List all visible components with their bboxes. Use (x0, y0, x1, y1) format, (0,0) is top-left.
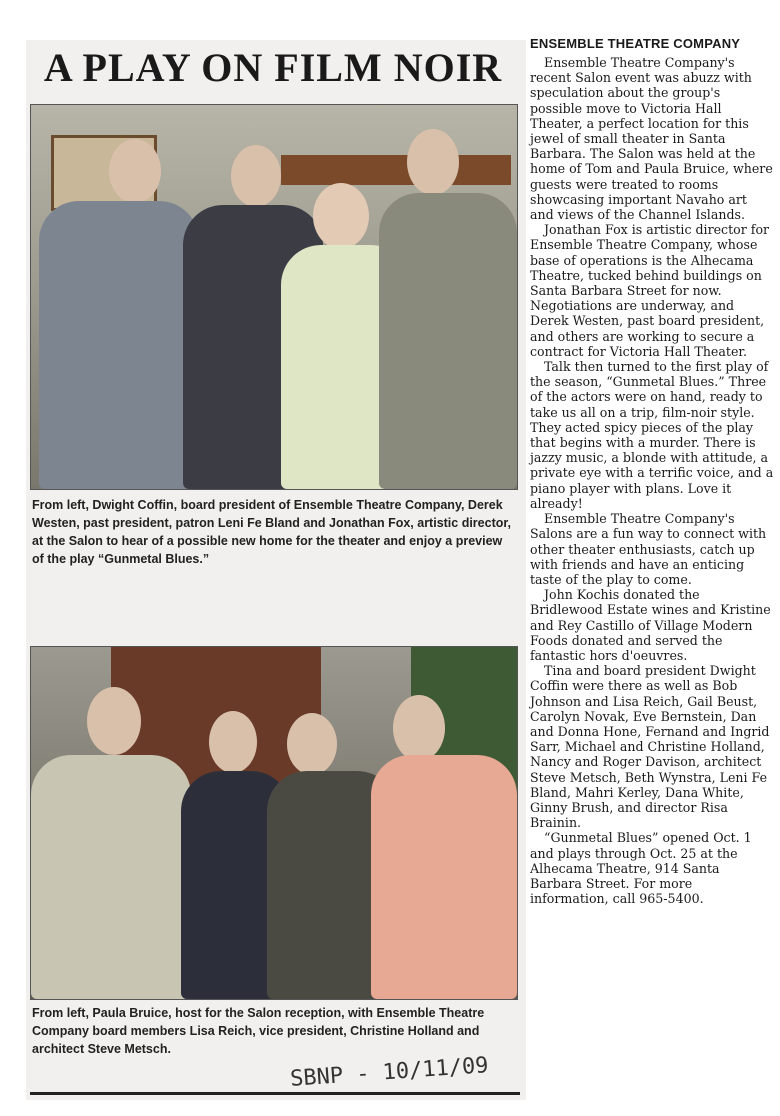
article-paragraph: John Kochis donated the Bridlewood Estate wines and Kristine and Rey Castillo of Village Modern Foods donated and served the fantastic hors d'oeuvres. (530, 587, 771, 663)
headline: A PLAY ON FILM NOIR (43, 45, 503, 90)
article-paragraph: “Gunmetal Blues” opened Oct. 1 and plays through Oct. 25 at the Alhecama Theatre, 914 Santa Barbara Street. For more information, call 965-5400. (530, 830, 752, 907)
caption-top-photo: From left, Dwight Coffin, board president of Ensemble Theatre Company, Derek Westen, past president, patron Leni Fe Bland and Jonathan Fox, artistic director, at the Salon to hear of a possible new home for the theater and enjoy a preview of the play “Gunmetal Blues.” (32, 498, 512, 566)
article-paragraph: Ensemble Theatre Company's Salons are a fun way to connect with other theater enthusiasts, catch up with friends and have an enticing taste of the play to come. (530, 511, 767, 587)
article-paragraph: Ensemble Theatre Company's recent Salon event was abuzz with speculation about the group's possible move to Victoria Hall Theater, a perfect location for this jewel of small theater in Santa Barbara. The Salon was held at the home of Tom and Paula Bruice, where guests were treated to rooms showcasing important Navaho art and views of the Channel Islands. (530, 55, 773, 223)
handwritten-date-note: SBNP - 10/11/09 (289, 1053, 490, 1092)
caption-bottom-photo: From left, Paula Bruice, host for the Salon reception, with Ensemble Theatre Company board members Lisa Reich, vice president, Christine Holland and architect Steve Metsch. (32, 1006, 485, 1056)
article-paragraph: Jonathan Fox is artistic director for Ensemble Theatre Company, whose base of operations is the Alhecama Theatre, tucked behind buildings on Santa Barbara Street for now. Negotiations are underway, and Derek Westen, past board president, and others are working to secure a contract for Victoria Hall Theater. (530, 222, 770, 359)
section-title: ENSEMBLE THEATRE COMPANY (530, 36, 741, 51)
bottom-rule (30, 1092, 520, 1095)
article-paragraph: Talk then turned to the first play of the season, “Gunmetal Blues.” Three of the actors were on hand, ready to take us all on a trip, film-noir style. They acted spicy pieces of the play that begins with a murder. There is jazzy music, a blonde with attitude, a private eye with a terrific voice, and a piano player with plans. Love it already! (530, 359, 774, 511)
article-column (530, 36, 774, 906)
article-paragraph: Tina and board president Dwight Coffin were there as well as Bob Johnson and Lisa Reich, Gail Beust, Carolyn Novak, Eve Bernstein, Dan and Donna Hone, Fernand and Ingrid Sarr, Michael and Christine Holland, Nancy and Roger Davison, architect Steve Metsch, Beth Wynstra, Leni Fe Bland, Mahri Kerley, Dana White, Ginny Brush, and director Risa Brainin. (530, 663, 770, 831)
photo-bottom-group (30, 646, 518, 1000)
photo-top-group (30, 104, 518, 490)
